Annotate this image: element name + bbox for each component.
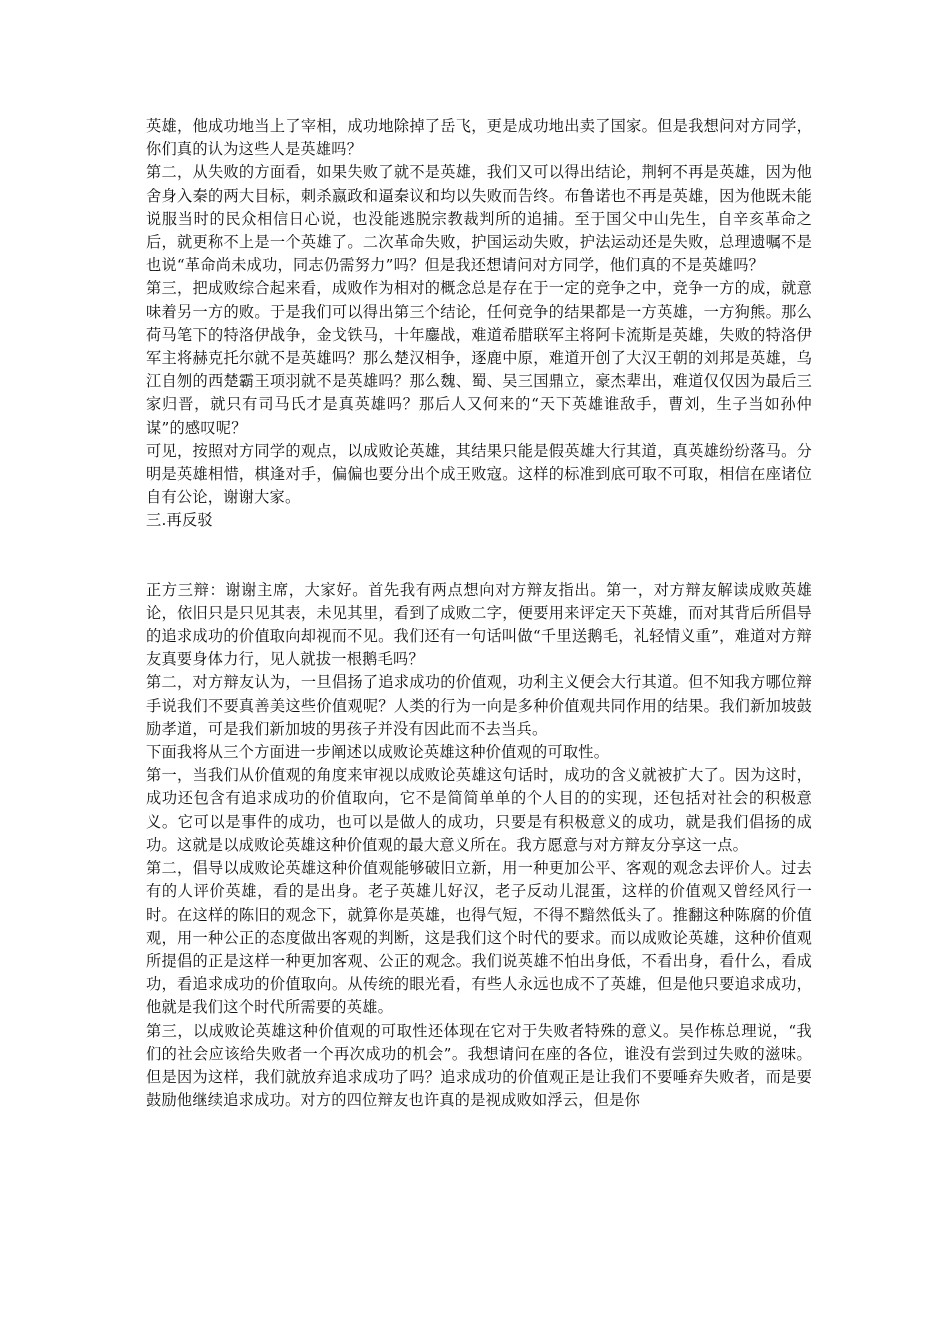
body-paragraph: 第二，从失败的方面看，如果失败了就不是英雄，我们又可以得出结论，荆轲不再是英雄，因为他舍身入秦的两大目标，刺杀嬴政和逼秦议和均以失败而告终。布鲁诺也不再是英雄，因为他既未能说服当时的民众相信日心说，也没能逃脱宗教裁判所的追捕。至于国父中山先生，自辛亥革命之后，就更称不上是一个英雄了。二次革命失败，护国运动失败，护法运动还是失败，总理遗嘱不是也说“革命尚未成功，同志仍需努力”吗？但是我还想请问对方同学，他们真的不是英雄吗？ (146, 163, 812, 275)
body-paragraph: 第二，倡导以成败论英雄这种价值观能够破旧立新，用一种更加公平、客观的观念去评价人。过去有的人评价英雄，看的是出身。老子英雄儿好汉，老子反动儿混蛋，这样的价值观又曾经风行一时。在这样的陈旧的观念下，就算你是英雄，也得气短，不得不黯然低头了。推翻这种陈腐的价值观，用一种公正的态度做出客观的判断，这是我们这个时代的要求。而以成败论英雄，这种价值观所提倡的正是这样一种更加客观、公正的观念。我们说英雄不怕出身低，不看出身，看什么，看成功，看追求成功的价值取向。从传统的眼光看，有些人永远也成不了英雄，但是他只要追求成功，他就是我们这个时代所需要的英雄。 (146, 859, 812, 1017)
body-paragraph: 第三，以成败论英雄这种价值观的可取性还体现在它对于失败者特殊的意义。吴作栋总理说，“我们的社会应该给失败者一个再次成功的机会”。我想请问在座的各位，谁没有尝到过失败的滋味。但是因为这样，我们就放弃追求成功了吗？追求成功的价值观正是让我们不要唾弃失败者，而是要鼓励他继续追求成功。对方的四位辩友也许真的是视成败如浮云，但是你 (146, 1021, 812, 1110)
body-paragraph: 第二，对方辩友认为，一旦倡扬了追求成功的价值观，功利主义便会大行其道。但不知我方哪位辩手说我们不要真善美这些价值观呢？人类的行为一向是多种价值观共同作用的结果。我们新加坡鼓励孝道，可是我们新加坡的男孩子并没有因此而不去当兵。 (146, 673, 812, 738)
body-paragraph: 英雄，他成功地当上了宰相，成功地除掉了岳飞，更是成功地出卖了国家。但是我想问对方同学，你们真的认为这些人是英雄吗？ (146, 117, 812, 159)
document-body (146, 115, 812, 1112)
body-paragraph: 正方三辩：谢谢主席，大家好。首先我有两点想向对方辩友指出。第一，对方辩友解读成败英雄论，依旧只是只见其表，未见其里，看到了成败二字，便要用来评定天下英雄，而对其背后所倡导的追求成功的价值取向却视而不见。我们还有一句话叫做“千里送鹅毛，礼轻情义重”，难道对方辩友真要身体力行，见人就拔一根鹅毛吗？ (146, 580, 812, 669)
blank-line (146, 533, 812, 579)
section-heading: 三.再反驳 (146, 511, 213, 530)
body-paragraph: 下面我将从三个方面进一步阐述以成败论英雄这种价值观的可取性。 (146, 743, 610, 762)
body-paragraph: 可见，按照对方同学的观点，以成败论英雄，其结果只能是假英雄大行其道，真英雄纷纷落马。分明是英雄相惜，棋逢对手，偏偏也要分出个成王败寇。这样的标准到底可取不可取，相信在座诸位自有公论，谢谢大家。 (146, 441, 812, 507)
body-paragraph: 第一，当我们从价值观的角度来审视以成败论英雄这句话时，成功的含义就被扩大了。因为这时，成功还包含有追求成功的价值取向，它不是简简单单的个人目的的实现，还包括对社会的积极意义。它可以是事件的成功，也可以是做人的成功，只要是有积极意义的成功，就是我们倡扬的成功。这就是以成败论英雄这种价值观的最大意义所在。我方愿意与对方辩友分享这一点。 (146, 766, 812, 854)
body-paragraph: 第三，把成败综合起来看，成败作为相对的概念总是存在于一定的竞争之中，竞争一方的成，就意味着另一方的败。于是我们可以得出第三个结论，任何竞争的结果都是一方英雄，一方狗熊。那么荷马笔下的特洛伊战争，金戈铁马，十年鏖战，难道希腊联军主将阿卡流斯是英雄，失败的特洛伊军主将赫克托尔就不是英雄吗？那么楚汉相争，逐鹿中原，难道开创了大汉王朝的刘邦是英雄，乌江自刎的西楚霸王项羽就不是英雄吗？那么魏、蜀、吴三国鼎立，豪杰辈出，难道仅仅因为最后三家归晋，就只有司马氏才是真英雄吗？那后人又何来的“天下英雄谁敌手，曹刘，生子当如孙仲谋”的感叹呢？ (146, 279, 812, 437)
